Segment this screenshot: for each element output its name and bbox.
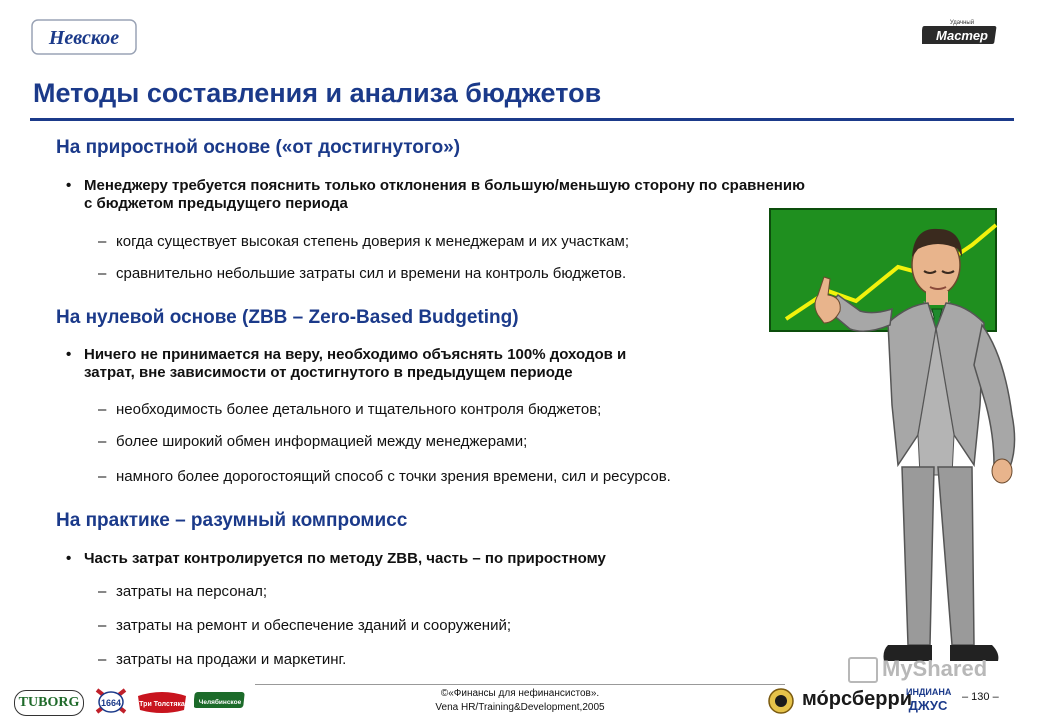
sub-item-text: затраты на ремонт и обеспечение зданий и сооружений; <box>116 617 512 634</box>
page-number: – 130 – <box>962 691 999 703</box>
dash: – <box>98 433 107 450</box>
nevskoe-logo <box>30 18 138 56</box>
sub-item <box>98 617 512 635</box>
sub-item <box>98 651 347 669</box>
master-logo-small: Удачный <box>949 20 975 26</box>
section-heading-incremental: На приростной основе («от достигнутого») <box>56 137 461 158</box>
businessman-illustration <box>768 205 1030 675</box>
sub-item-text: намного более дорогостоящий способ с точки зрения времени, сил и ресурсов. <box>116 468 671 485</box>
dash: – <box>98 233 107 250</box>
section-heading-practice: На практике – разумный компромисс <box>56 510 408 531</box>
bullet-zbb <box>66 346 784 382</box>
bullet-dot: • <box>66 177 72 194</box>
sub-item-text: затраты на продажи и маркетинг. <box>116 651 347 668</box>
bullet-text-line1: Часть затрат контролируется по методу ZBB, часть – по приростному <box>84 550 606 567</box>
dash: – <box>98 583 107 600</box>
master-logo <box>922 16 1002 46</box>
sub-item-text: когда существует высокая степень доверия к менеджерам и их участкам; <box>116 233 629 250</box>
bullet-practice <box>66 550 784 568</box>
sub-item-text: более широкий обмен информацией между менеджерами; <box>116 433 528 450</box>
bullet-text-line2: затрат, вне зависимости от достигнутого в предыдущем периоде <box>84 364 573 381</box>
chelyabinskoe-text: Челябинское <box>198 699 242 706</box>
footer-company: Vena HR/Training&Development,2005 <box>435 702 605 713</box>
footer-copyright: ©«Финансы для нефинансистов». <box>440 688 600 699</box>
sub-item-text: затраты на персонал; <box>116 583 268 600</box>
tuborg-logo-text: TUBORG <box>18 695 80 710</box>
tuborg-logo <box>14 690 84 716</box>
watermark <box>848 656 987 683</box>
dash: – <box>98 651 107 668</box>
sub-item <box>98 468 671 486</box>
tri-tolstyaka-text: Три Толстяка <box>139 701 185 708</box>
bullet-dot: • <box>66 346 72 363</box>
dash: – <box>98 617 107 634</box>
sub-item-text: сравнительно небольшие затраты сил и времени на контроль бюджетов. <box>116 265 627 282</box>
watermark-icon <box>848 657 878 683</box>
sub-item <box>98 265 627 283</box>
indiana-text: ИНДИАНА <box>906 687 952 697</box>
master-logo-text: Мастер <box>935 28 989 43</box>
dash: – <box>98 401 107 418</box>
section-heading-zbb: На нулевой основе (ZBB – Zero-Based Budgeting) <box>56 307 519 328</box>
bullet-text-line1: Ничего не принимается на веру, необходимо объяснять 100% доходов и <box>84 346 627 363</box>
sub-item-text: необходимость более детального и тщательного контроля бюджетов; <box>116 401 602 418</box>
morsberry-logo: мо́рсберри <box>802 688 913 710</box>
sub-item <box>98 433 528 451</box>
bullet-text-line2: с бюджетом предыдущего периода <box>84 195 348 212</box>
nevskoe-logo-text: Невское <box>48 27 120 49</box>
bullet-text-line1: Менеджеру требуется пояснить только отклонения в большую/меньшую сторону по сравнению <box>84 177 805 194</box>
sub-item <box>98 583 268 601</box>
footer-divider <box>255 684 785 685</box>
chelyabinskoe-logo <box>194 690 246 710</box>
dash: – <box>98 265 107 282</box>
indiana-juice-logo <box>906 686 950 716</box>
page-title: Методы составления и анализа бюджетов <box>33 78 602 108</box>
sub-item <box>98 401 602 419</box>
brand-1664-logo <box>94 686 128 716</box>
juice-text: ДЖУС <box>908 698 948 713</box>
watermark-text: MyShared <box>882 656 988 681</box>
sub-item <box>98 233 629 251</box>
tri-tolstyaka-logo <box>136 690 188 714</box>
title-divider <box>30 118 1014 121</box>
dash: – <box>98 468 107 485</box>
bullet-dot: • <box>66 550 72 567</box>
brand-1664-text: 1664 <box>100 698 122 708</box>
emblem-logo <box>766 686 796 716</box>
